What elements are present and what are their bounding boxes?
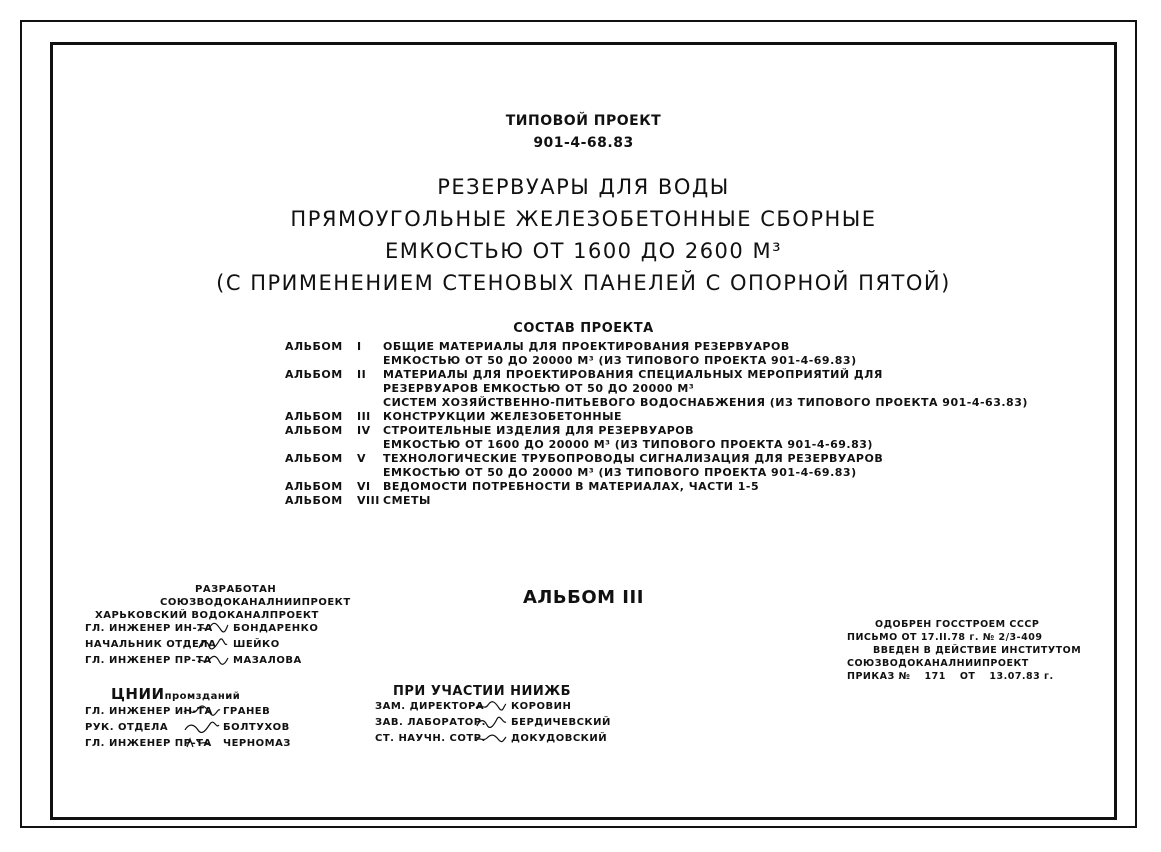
title-line-3: ЕМКОСТЬЮ ОТ 1600 ДО 2600 М³ xyxy=(385,239,782,263)
album-label: АЛЬБОМ xyxy=(285,480,343,493)
developer-heading: РАЗРАБОТАН xyxy=(195,584,277,595)
album-line: СМЕТЫ xyxy=(383,494,431,507)
approval-line-4: СОЮЗВОДОКАНАЛНИИПРОЕКТ xyxy=(847,658,1029,669)
album-label: АЛЬБОМ xyxy=(285,368,343,381)
album-row xyxy=(285,494,1028,508)
signature-role: СТ. НАУЧН. СОТР. xyxy=(375,733,486,744)
signature-scribble-icon xyxy=(475,732,511,748)
signature-name: КОРОВИН xyxy=(511,701,572,712)
sheet-frame xyxy=(50,42,1117,820)
album-list xyxy=(285,340,1028,508)
album-line: ОБЩИЕ МАТЕРИАЛЫ ДЛЯ ПРОЕКТИРОВАНИЯ РЕЗЕРВУАРОВ xyxy=(383,340,790,353)
album-row xyxy=(285,452,1028,480)
niizhb-heading: ПРИ УЧАСТИИ НИИЖБ xyxy=(393,684,572,699)
type-label: ТИПОВОЙ ПРОЕКТ xyxy=(505,113,662,129)
signature-name: ЧЕРНОМАЗ xyxy=(223,738,291,749)
signature-scribble-icon xyxy=(197,654,233,670)
signature-role: ГЛ. ИНЖЕНЕР ПР-ТА xyxy=(85,655,212,666)
album-line: ЕМКОСТЬЮ ОТ 1600 ДО 20000 М³ (ИЗ ТИПОВОГО ПРОЕКТА 901-4-69.83) xyxy=(383,438,873,451)
album-number: II xyxy=(357,368,367,381)
album-line: МАТЕРИАЛЫ ДЛЯ ПРОЕКТИРОВАНИЯ СПЕЦИАЛЬНЫХ МЕРОПРИЯТИЙ ДЛЯ xyxy=(383,368,883,381)
composition-title: СОСТАВ ПРОЕКТА xyxy=(513,321,654,336)
signature-row xyxy=(85,654,351,670)
album-row xyxy=(285,340,1028,368)
signature-row xyxy=(85,721,291,737)
signature-row xyxy=(85,622,351,638)
signature-name: БЕРДИЧЕВСКИЙ xyxy=(511,717,611,728)
developer-org-1: СОЮЗВОДОКАНАЛНИИПРОЕКТ xyxy=(160,597,351,608)
album-line: ВЕДОМОСТИ ПОТРЕБНОСТИ В МАТЕРИАЛАХ, ЧАСТИ 1-5 xyxy=(383,480,760,493)
signature-role: ГЛ. ИНЖЕНЕР ИН-ТА xyxy=(85,623,213,634)
album-line: ЕМКОСТЬЮ ОТ 50 ДО 20000 М³ (ИЗ ТИПОВОГО ПРОЕКТА 901-4-69.83) xyxy=(383,466,857,479)
album-number: VI xyxy=(357,480,371,493)
developer-org-2: ХАРЬКОВСКИЙ ВОДОКАНАЛПРОЕКТ xyxy=(95,610,319,621)
niizhb-block xyxy=(375,685,611,748)
signature-scribble-icon xyxy=(183,721,223,737)
order-date: 13.07.83 г. xyxy=(989,671,1054,682)
signature-row xyxy=(375,732,611,748)
cniip-suffix: промзданий xyxy=(164,691,241,702)
signature-role: ЗАМ. ДИРЕКТОРА xyxy=(375,701,485,712)
signature-role: РУК. ОТДЕЛА xyxy=(85,722,169,733)
cniip-heading xyxy=(111,685,240,703)
signature-role: ГЛ. ИНЖЕНЕР ИН-ТА xyxy=(85,706,213,717)
signature-row xyxy=(85,705,291,721)
signature-scribble-icon xyxy=(475,716,511,732)
signature-name: БОНДАРЕНКО xyxy=(233,623,319,634)
order-row xyxy=(847,670,1081,683)
album-line: РЕЗЕРВУАРОВ ЕМКОСТЬЮ ОТ 50 ДО 20000 М³ xyxy=(383,382,695,395)
title-line-4: (С ПРИМЕНЕНИЕМ СТЕНОВЫХ ПАНЕЛЕЙ С ОПОРНОЙ ПЯТОЙ) xyxy=(216,271,951,295)
signature-scribble-icon xyxy=(475,700,511,716)
album-label: АЛЬБОМ xyxy=(285,424,343,437)
signature-name: ДОКУДОВСКИЙ xyxy=(511,733,608,744)
approval-block xyxy=(847,618,1081,683)
order-from: ОТ xyxy=(959,671,976,682)
order-label: ПРИКАЗ № xyxy=(847,671,911,682)
signature-scribble-icon xyxy=(197,622,233,638)
signature-name: ГРАНЕВ xyxy=(223,706,271,717)
signature-name: БОЛТУХОВ xyxy=(223,722,290,733)
approval-line-1: ОДОБРЕН ГОССТРОЕМ СССР xyxy=(875,619,1040,630)
signature-scribble-icon xyxy=(183,705,223,721)
album-number: V xyxy=(357,452,367,465)
album-label: АЛЬБОМ xyxy=(285,340,343,353)
cniip-name: ЦНИИ xyxy=(111,685,165,703)
album-line: СТРОИТЕЛЬНЫЕ ИЗДЕЛИЯ ДЛЯ РЕЗЕРВУАРОВ xyxy=(383,424,695,437)
current-album-label: АЛЬБОМ III xyxy=(523,587,644,608)
album-label: АЛЬБОМ xyxy=(285,410,343,423)
album-label: АЛЬБОМ xyxy=(285,494,343,507)
title-line-2: ПРЯМОУГОЛЬНЫЕ ЖЕЛЕЗОБЕТОННЫЕ СБОРНЫЕ xyxy=(290,207,877,231)
order-number: 171 xyxy=(924,671,946,682)
signature-role: НАЧАЛЬНИК ОТДЕЛА xyxy=(85,639,217,650)
signature-name: МАЗАЛОВА xyxy=(233,655,302,666)
album-label: АЛЬБОМ xyxy=(285,452,343,465)
signature-scribble-icon xyxy=(183,737,223,753)
signature-scribble-icon xyxy=(197,638,233,654)
signature-row xyxy=(85,737,291,753)
approval-line-2: ПИСЬМО ОТ 17.II.78 г. № 2/3-409 xyxy=(847,632,1043,643)
album-number: III xyxy=(357,410,371,423)
album-row xyxy=(285,424,1028,452)
signature-row xyxy=(85,638,351,654)
cniip-signatures xyxy=(85,705,291,753)
album-number: I xyxy=(357,340,362,353)
album-row xyxy=(285,410,1028,424)
approval-line-3: ВВЕДЕН В ДЕЙСТВИЕ ИНСТИТУТОМ xyxy=(873,645,1082,656)
project-number: 901-4-68.83 xyxy=(533,135,634,151)
signature-role: ГЛ. ИНЖЕНЕР ПР-ТА xyxy=(85,738,212,749)
album-line: СИСТЕМ ХОЗЯЙСТВЕННО-ПИТЬЕВОГО ВОДОСНАБЖЕНИЯ (ИЗ ТИПОВОГО ПРОЕКТА 901-4-63.83) xyxy=(383,396,1028,409)
signature-row xyxy=(375,716,611,732)
album-number: VIII xyxy=(357,494,380,507)
album-line: ЕМКОСТЬЮ ОТ 50 ДО 20000 М³ (ИЗ ТИПОВОГО ПРОЕКТА 901-4-69.83) xyxy=(383,354,857,367)
signature-role: ЗАВ. ЛАБОРАТОР. xyxy=(375,717,486,728)
album-line: КОНСТРУКЦИИ ЖЕЛЕЗОБЕТОННЫЕ xyxy=(383,410,622,423)
developer-block xyxy=(85,583,351,670)
album-row xyxy=(285,480,1028,494)
album-row xyxy=(285,368,1028,410)
title-line-1: РЕЗЕРВУАРЫ ДЛЯ ВОДЫ xyxy=(437,175,730,199)
signature-row xyxy=(375,700,611,716)
album-number: IV xyxy=(357,424,371,437)
album-line: ТЕХНОЛОГИЧЕСКИЕ ТРУБОПРОВОДЫ СИГНАЛИЗАЦИЯ ДЛЯ РЕЗЕРВУАРОВ xyxy=(383,452,884,465)
signature-name: ШЕЙКО xyxy=(233,639,280,650)
